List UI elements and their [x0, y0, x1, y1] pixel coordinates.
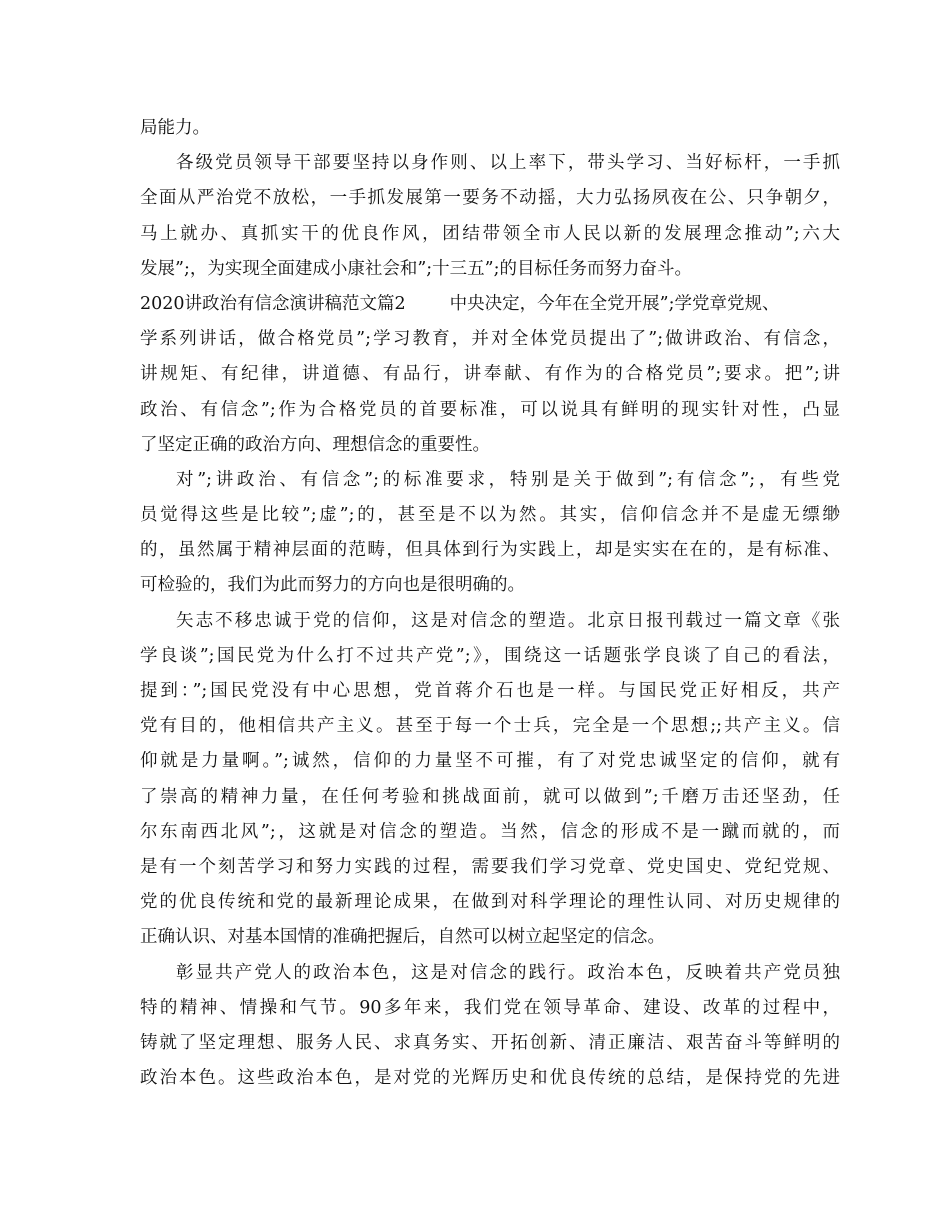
- paragraph-start-line: 矢志不移忠诚于党的信仰，这是对信念的塑造。北京日报刊载过一篇文章《张: [176, 610, 840, 631]
- text-line: 学系列讲话，做合格党员”;学习教育，并对全体党员提出了”;做讲政治、有信念，: [140, 329, 840, 350]
- text-line: 尔东南西北风”;，这就是对信念的塑造。当然，信念的形成不是一蹴而就的，而: [140, 821, 840, 842]
- paragraph-start-line: 对”;讲政治、有信念”;的标准要求，特别是关于做到”;有信念”;，有些党: [176, 469, 840, 490]
- text-line: 员觉得这些是比较”;虚”;的，甚至是不以为然。其实，信仰信念并不是虚无缥缈: [140, 505, 840, 526]
- text-line: 是有一个刻苦学习和努力实践的过程，需要我们学习党章、党史国史、党纪党规、: [140, 856, 840, 877]
- text-line: 讲规矩、有纪律，讲道德、有品行，讲奉献、有作为的合格党员”;要求。把”;讲: [140, 364, 840, 385]
- paragraph-start-line: 各级党员领导干部要坚持以身作则、以上率下，带头学习、当好标杆，一手抓: [176, 153, 840, 174]
- text-line: 提到：”;国民党没有中心思想，党首蒋介石也是一样。与国民党正好相反，共产: [140, 681, 840, 701]
- text-line: 的，虽然属于精神层面的范畴，但具体到行为实践上，却是实实在在的，是有标准、: [140, 540, 840, 561]
- text-line: 了崇高的精神力量，在任何考验和挑战面前，就可以做到”;千磨万击还坚劲，任: [140, 786, 840, 807]
- section-heading: 2020讲政治有信念演讲稿范文篇2: [140, 293, 406, 314]
- text-line: 中央决定，今年在全党开展”;学党章党规、: [449, 293, 780, 314]
- text-line: 可检验的，我们为此而努力的方向也是很明确的。: [140, 575, 525, 596]
- text-line: 仰就是力量啊。”;诚然，信仰的力量坚不可摧，有了对党忠诚坚定的信仰，就有: [140, 751, 840, 772]
- text-line: 特的精神、情操和气节。90多年来，我们党在领导革命、建设、改革的过程中，: [140, 997, 840, 1018]
- text-line: 铸就了坚定理想、服务人民、求真务实、开拓创新、清正廉洁、艰苦奋斗等鲜明的: [140, 1032, 840, 1053]
- text-line: 学良谈”;国民党为什么打不过共产党”;》，围绕这一话题张学良谈了自己的看法，: [140, 645, 840, 666]
- text-line: 政治本色。这些政治本色，是对党的光辉历史和优良传统的总结，是保持党的先进: [140, 1068, 840, 1089]
- text-line: 了坚定正确的政治方向、理想信念的重要性。: [140, 434, 490, 455]
- paragraph-start-line: 彰显共产党人的政治本色，这是对信念的践行。政治本色，反映着共产党员独: [176, 962, 840, 983]
- text-line: 发展”;，为实现全面建成小康社会和”;十三五”;的目标任务而努力奋斗。: [140, 258, 693, 279]
- text-line: 正确认识、对基本国情的准确把握后，自然可以树立起坚定的信念。: [140, 927, 665, 948]
- text-line: 政治、有信念”;作为合格党员的首要标准，可以说具有鲜明的现实针对性，凸显: [140, 399, 840, 420]
- text-line: 马上就办、真抓实干的优良作风，团结带领全市人民以新的发展理念推动”;六大: [140, 223, 840, 244]
- text-line: 党的优良传统和党的最新理论成果，在做到对科学理论的理性认同、对历史规律的: [140, 892, 840, 913]
- text-line: 党有目的，他相信共产主义。甚至于每一个士兵，完全是一个思想;;共产主义。信: [140, 716, 840, 737]
- document-body: [140, 111, 840, 1096]
- section-heading-line: [140, 287, 840, 322]
- text-line: 全面从严治党不放松，一手抓发展第一要务不动摇，大力弘扬夙夜在公、只争朝夕，: [140, 188, 840, 209]
- text-line: 局能力。: [140, 118, 210, 138]
